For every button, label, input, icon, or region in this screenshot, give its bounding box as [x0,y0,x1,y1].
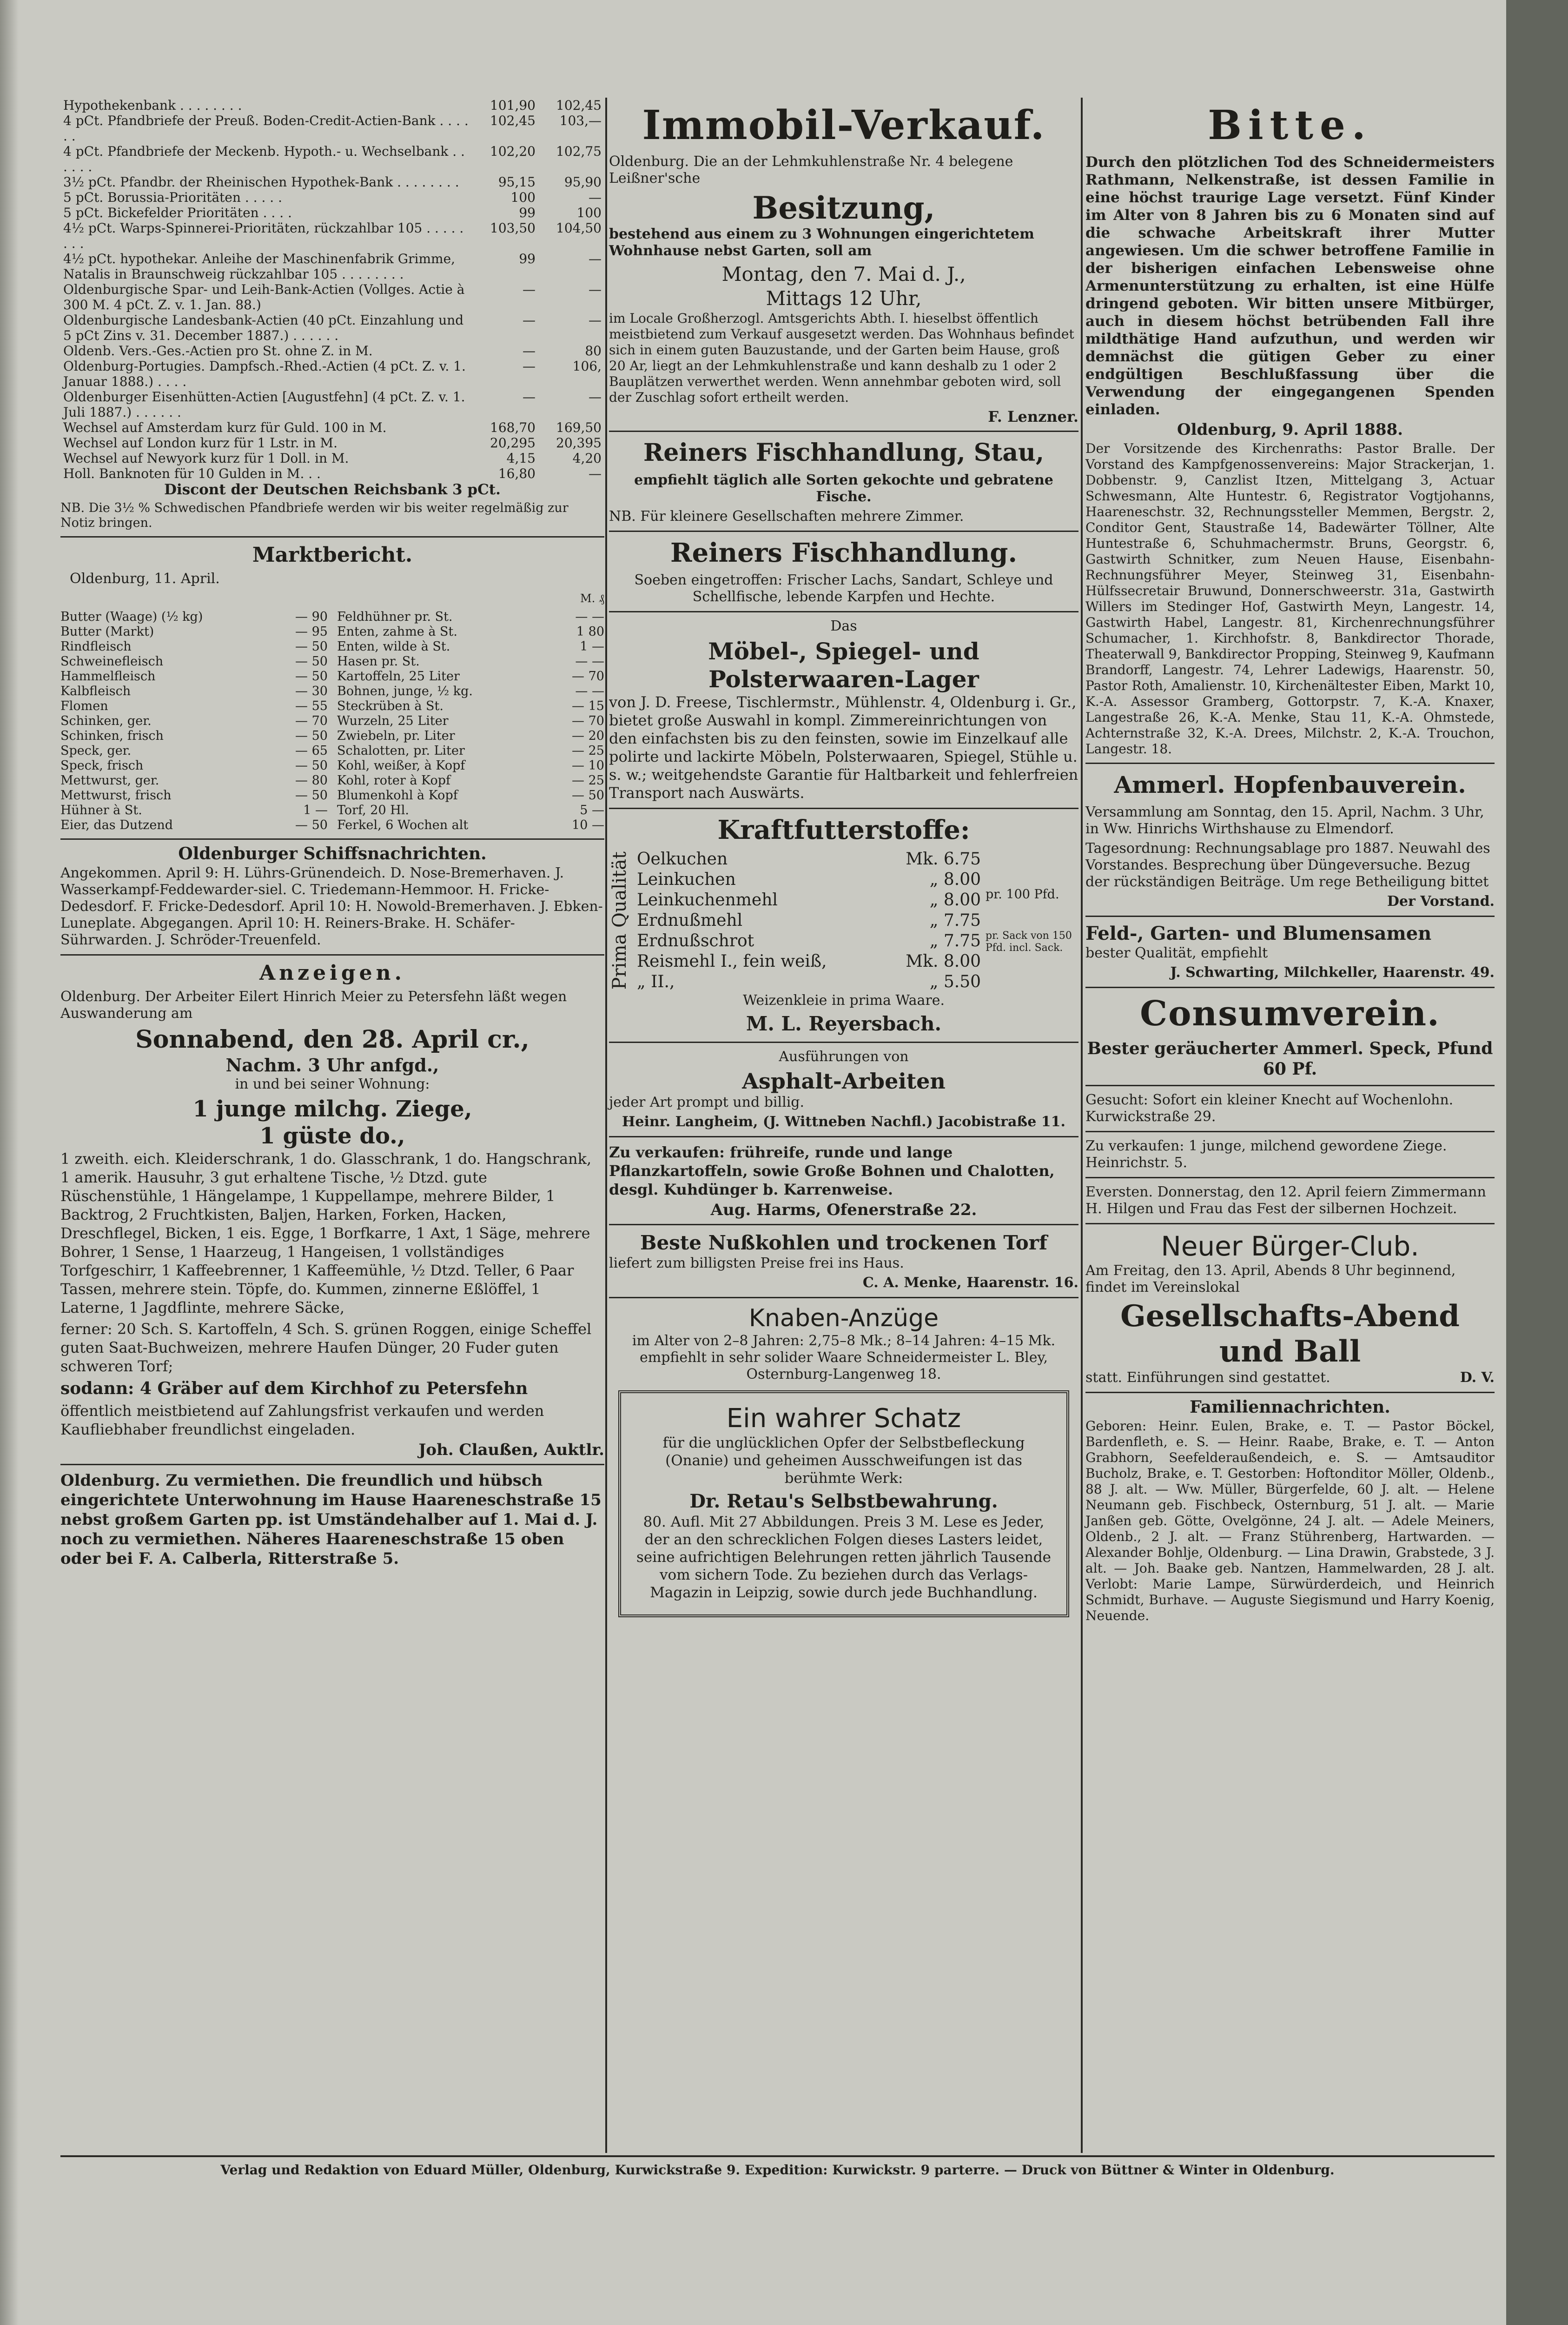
securities-cell-v2: — [589,389,602,405]
market-item: Schalotten, pr. Liter [337,744,465,758]
moebel-das: Das [830,618,857,634]
hopfen-title: Ammerl. Hopfenbauverein. [1114,771,1466,798]
market-item: Enten, wilde à St. [337,639,450,654]
market-item: Mettwurst, frisch [60,788,172,803]
knaben-title: Knaben-Anzüge [748,1304,939,1332]
market-row [337,803,604,818]
kraft-signature: M. L. Reyersbach. [746,1012,942,1035]
schatz-title: Ein wahrer Schatz [726,1403,961,1434]
divider [60,838,604,840]
market-price: — 50 [295,788,328,803]
auction-intro: Oldenburg. Der Arbeiter Eilert Hinrich Meier zu Petersfehn läßt wegen Auswanderung am [60,989,567,1022]
securities-row [60,282,604,312]
auction-goat-2: 1 güste do., [259,1123,405,1149]
securities-cell-v2: 95,90 [564,174,602,190]
securities-cell-v1: — [523,312,536,328]
kraft-item: Oelkuchen [637,850,728,869]
securities-cell-name: Oldenburger Eisenhütten-Actien [Augustfehn] (4 pCt. Z. v. 1. Juli 1887.) . . . . . . [63,389,465,420]
market-row [60,744,328,758]
kraft-row [637,951,981,972]
knaben-text: im Alter von 2–8 Jahren: 2,75–8 Mk.; 8–14 Jahren: 4–15 Mk. empfiehlt in sehr solider Waare Schneidermeister L. Bley, Osternburg-Langenweg 18. [632,1333,1056,1382]
market-row [337,788,604,803]
kraft-side-label: Prima Qualität [609,851,630,990]
market-item: Hasen pr. St. [337,654,420,669]
immobil-signature: F. Lenzner. [988,408,1078,425]
auction-outro: öffentlich meistbietend auf Zahlungsfrist verkaufen und werden Kaufliebhaber freundlichst eingeladen. [60,1402,544,1438]
securities-table [60,98,604,481]
kraft-item: Reismehl I., fein weiß, [637,952,827,971]
auction-signature: Joh. Claußen, Auktlr. [418,1441,604,1459]
bitte-text: Durch den plötzlichen Tod des Schneidermeisters Rathmann, Nelkenstraße, ist dessen Familie in eine höchst traurige Lage versetzt. Fünf Kinder im Alter von 8 Jahren bis zu 6 Monaten sind auf die schwache Arbeitskraft ihrer Mutter angewiesen. Um die schwer betroffene Familie in der bisherigen einfachen Lebensweise ohne Armenunterstützung zu erhalten, ist eine Hülfe dringend geboten. Wir bitten unsere Mitbürger, auch in diesem höchst betrübenden Fall ihre mildthätige Hand aufzuthun, und werden wir demnächst die gütigen Geber zu einer endgültigen Beschlußfassung über die Verwendung der eingegangenen Spenden einladen. [1085,154,1495,418]
fisch1-title: Reiners Fischhandlung, Stau, [643,438,1044,467]
securities-cell-name: Oldenb. Vers.-Ges.-Actien pro St. ohne Z. in M. [63,343,373,359]
divider [1085,1177,1495,1178]
market-row [337,624,604,639]
kraft-item: Erdnußmehl [637,911,743,930]
market-row [60,729,328,744]
securities-cell-name: 5 pCt. Borussia-Prioritäten . . . . . [63,190,282,205]
divider [1085,987,1495,988]
securities-row [60,205,604,220]
securities-cell-v2: — [589,190,602,205]
club-footer [1085,1369,1495,1386]
market-price: 1 — [580,639,604,654]
market-row [337,610,604,624]
market-item: Speck, frisch [60,758,144,773]
market-item: Butter (Markt) [60,624,154,639]
auction-goat-1: 1 junge milchg. Ziege, [192,1096,472,1122]
securities-cell-v2: — [589,466,602,481]
divider [1085,1392,1495,1393]
securities-cell-v1: 168,70 [490,420,536,435]
securities-cell-v1: 16,80 [498,466,536,481]
securities-row [60,312,604,343]
market-price: — 15 [572,699,604,713]
fisch1-nb: NB. Für kleinere Gesellschaften mehrere Zimmer. [609,508,964,525]
market-item: Mettwurst, ger. [60,773,159,788]
market-price: — 70 [572,669,604,684]
kraft-price: „ 8.00 [929,890,981,910]
market-row [60,788,328,803]
securities-row [60,144,604,174]
market-row [337,758,604,773]
securities-cell-name: Wechsel auf Amsterdam kurz für Guld. 100 in M. [63,420,387,435]
divider [609,1297,1078,1298]
immobil-subtitle: Besitzung, [752,190,935,226]
securities-cell-v1: 101,90 [490,98,536,113]
market-row [60,803,328,818]
securities-row [60,343,604,359]
market-row [60,758,328,773]
kraft-row [637,849,981,870]
securities-row [60,251,604,282]
market-item: Kartoffeln, 25 Liter [337,669,460,684]
market-price: — 95 [295,624,328,639]
market-price: — 50 [295,654,328,669]
market-row [60,639,328,654]
market-right-list [337,610,604,833]
market-row [337,684,604,699]
securities-cell-name: 4½ pCt. Warps-Spinnerei-Prioritäten, rückzahlbar 105 . . . . . . . . [63,220,464,251]
kraft-price-list [637,849,981,992]
market-item: Feldhühner pr. St. [337,610,453,624]
kohlen-signature: C. A. Menke, Haarenstr. 16. [862,1275,1078,1291]
market-price: 1 80 [576,624,604,639]
securities-row [60,435,604,451]
securities-cell-name: Wechsel auf Newyork kurz für 1 Doll. in M. [63,451,349,466]
kraft-price: Mk. 8.00 [906,952,981,971]
eversten-ad: Eversten. Donnerstag, den 12. April feiern Zimmermann H. Hilgen und Frau das Fest der silbernen Hochzeit. [1085,1184,1486,1217]
kartoffel-signature: Aug. Harms, Ofenerstraße 22. [710,1201,977,1219]
market-row [60,773,328,788]
bitte-names: Der Vorsitzende des Kirchenraths: Pastor Bralle. Der Vorstand des Kampfgenossenvereins: Major Strackerjan, 1. Dobbenstr. 9, Canzlist Itzen, Mittelgang 3, Actuar Schwesmann, Alte Huntestr. 6, Registrator Vogtjohanns, Haareneschstr. 32, Rechnungssteller Memmen, Bergstr. 2, Conditor Gent, Staustraße 14, Badewärter Töllner, Alte Huntestraße 6, Schuhmachermstr. Bruns, Georgstr. 6, Gastwirth Schnitker, zum Neuen Hause, Eisenbahn-Rechnungsführer Meyer, Steinweg 31, Eisenbahn-Hülfssecretair Bruwund, Donnerschweerstr. 31a, Gastwirth Willers im Stedinger Hof, Gastwirth Meyn, Langestr. 14, Gastwirth Habel, Langestr. 81, Kirchenrechnungsführer Schumacher, 1. Kirchhofstr. 8, Bankdirector Thorade, Theaterwall 9, Bankdirector Propping, Steinweg 9, Kaufmann Brandorff, Langestr. 74, Lehrer Ladewigs, Haarenstr. 50, Pastor Roth, Amalienstr. 10, Kirchenältester Eiben, Markt 10, K.-A. Assessor Gramberg, Gottorpstr. 7, K.-A. Knaxer, Langestraße 26, K.-A. Menke, Stau 11, K.-A. Ohmstede, Achternstraße 32, K.-A. Drees, Milchstr. 2, K.-A. Trouchon, Langestr. 18. [1085,441,1495,757]
securities-row [60,359,604,389]
immobil-intro: Oldenburg. Die an der Lehmkuhlenstraße Nr. 4 belegene Leißner'sche [609,153,1013,186]
securities-cell-v2: 102,45 [556,98,602,113]
fisch2-text: Soeben eingetroffen: Frischer Lachs, Sandart, Schleye und Schellfische, lebende Karpfen und Hechte. [634,572,1053,605]
divider [1085,1131,1495,1132]
market-item: Hammelfleisch [60,669,156,684]
market-item: Blumenkohl à Kopf [337,788,458,803]
kraft-row [637,931,981,951]
market-item: Butter (Waage) (½ kg) [60,610,203,624]
market-price: — 50 [295,639,328,654]
hopfen-text: Versammlung am Sonntag, den 15. April, Nachm. 3 Uhr, in Ww. Hinrichs Wirthshause zu Elmendorf. [1085,804,1484,837]
divider [1085,1223,1495,1224]
market-item: Speck, ger. [60,744,132,758]
securities-cell-name: 4 pCt. Pfandbriefe der Meckenb. Hypoth.- u. Wechselbank . . . . . . [63,144,465,174]
market-row [337,744,604,758]
moebel-title: Möbel-, Spiegel- und Polsterwaaren-Lager [708,638,979,693]
divider [609,808,1078,809]
securities-cell-name: Oldenburgische Landesbank-Actien (40 pCt. Einzahlung und 5 pCt Zins v. 31. December 1887.) . . . . . . [63,312,464,343]
market-row [337,818,604,833]
imprint-footer: Verlag und Redaktion von Eduard Müller, Oldenburg, Kurwickstraße 9. Expedition: Kurwickstr. 9 parterre. — Druck von Büttner & Winter in Oldenburg. [60,2155,1495,2179]
securities-cell-name: 3½ pCt. Pfandbr. der Rheinischen Hypothek-Bank . . . . . . . . [63,174,459,190]
market-price: 10 — [572,818,604,832]
securities-cell-v1: — [523,389,536,405]
securities-cell-v1: 95,15 [498,174,536,190]
hopfen-signature: Der Vorstand. [1387,893,1495,910]
market-price: — 50 [572,788,604,803]
immobil-text-2: im Locale Großherzogl. Amtsgerichts Abth. I. hieselbst öffentlich meistbietend zum Verkauf ausgesetzt werden. Das Wohnhaus befindet sich in einem guten Bauzustande, und der Garten beim Hause, groß 20 Ar, liegt an der Lehmkuhlenstraße und kann deshalb zu 1 oder 2 Bauplätzen verwerthet werden. Wenn annehmbar geboten wird, soll der Zuschlag sofort ertheilt werden. [609,311,1074,405]
auction-items: 1 zweith. eich. Kleiderschrank, 1 do. Glasschrank, 1 do. Hangschrank, 1 amerik. Hausuhr, 3 gut erhaltene Tische, ½ Dtzd. gute Rüschenstühle, 1 Hängelampe, 1 Kuppellampe, mehrere Bilder, 1 Backtrog, 2 Fruchtkisten, Baljen, Harken, Forken, Hacken, Dreschflegel, Bicken, 1 eis. Egge, 1 Borfkarre, 1 Axt, 1 Säge, mehrere Bohrer, 1 Sense, 1 Haarzeug, 1 Hangeisen, 1 vollständiges Torfgeschirr, 1 Kaffeebrenner, 1 Kaffeemühle, ½ Dtzd. Teller, 6 Paar Tassen, mehrere stein. Töpfe, do. Kummen, zinnerne Eßlöffel, 1 Laterne, 1 Jagdflinte, mehrere Säcke, [60,1150,592,1316]
securities-cell-v1: 20,295 [490,435,536,451]
market-item: Flomen [60,699,108,713]
securities-row [60,389,604,420]
immobil-date: Montag, den 7. Mai d. J., [721,263,966,286]
asphalt-text: jeder Art prompt und billig. [609,1094,805,1110]
market-price: — — [575,684,604,698]
securities-cell-v2: 102,75 [556,144,602,159]
securities-cell-v1: 4,15 [506,451,536,466]
securities-cell-v2: 103,— [559,113,602,128]
divider [1085,763,1495,764]
ziege-ad: Zu verkaufen: 1 junge, milchend gewordene Ziege. Heinrichstr. 5. [1085,1138,1447,1171]
ships-title: Oldenburger Schiffsnachrichten. [178,844,487,864]
securities-row [60,466,604,481]
column-rule-1 [605,98,607,2153]
market-price: — 50 [295,818,328,832]
market-row [60,669,328,684]
samen-title: Feld-, Garten- und Blumensamen [1085,923,1432,944]
rent-ad: Oldenburg. Zu vermiethen. Die freundlich und hübsch eingerichtete Unterwohnung im Hause Haareneschstraße 15 nebst großem Garten pp. ist Umständehalber auf 1. Mai d. J. noch zu vermiethen. Näheres Haareneschstraße 15 oben oder bei F. A. Calberla, Ritterstraße 5. [60,1471,602,1568]
market-price: — 90 [295,610,328,624]
samen-signature: J. Schwarting, Milchkeller, Haarenstr. 49. [1170,964,1495,981]
discont-note: Discont der Deutschen Reichsbank 3 pCt. [164,481,501,498]
securities-cell-name: Oldenburg-Portugies. Dampfsch.-Rhed.-Actien (4 pCt. Z. v. 1. Januar 1888.) . . . . [63,359,466,389]
market-row [60,610,328,624]
market-price: — 50 [295,669,328,684]
divider [60,954,604,956]
kartoffel-ad: Zu verkaufen: frühreife, runde und lange Pflanzkartoffeln, sowie Große Bohnen und Chalotten, desgl. Kuhdünger b. Karrenweise. [609,1143,1055,1198]
market-price: — 80 [295,773,328,788]
schatz-book: Dr. Retau's Selbstbewahrung. [689,1490,998,1512]
fisch2-title: Reiners Fischhandlung. [670,538,1017,568]
kraft-row [637,890,981,910]
family-text: Geboren: Heinr. Eulen, Brake, e. T. — Pastor Böckel, Bardenfleth, e. S. — Heinr. Raabe, Brake, e. T. — Anton Grabhorn, Seefelderaußendeich, e. S. — Amtsauditor Bucholz, Brake, e. T. Gestorben: Hoftonditor Möller, Oldenb., 88 J. alt. — Ww. Müller, Bürgerfelde, 60 J. alt. — Helene Neumann geb. Fischbeck, Osternburg, 51 J. alt. — Marie Janßen geb. Götte, Ovelgönne, 24 J. alt. — Adele Meiners, Oldenb., 2 J. alt. — Franz Stührenberg, Hartwarden. — Alexander Bohlje, Oldenburg. — Lina Drawin, Grabstede, 3 J. alt. — Joh. Baake geb. Nantzen, Hammelwarden, 28 J. alt. Verlobt: Marie Lampe, Sürwürderdeich, und Heinrich Schmidt, Burhave. — Auguste Siegismund und Harry Koenig, Neuende. [1085,1418,1495,1623]
hopfen-agenda: Tagesordnung: Rechnungsablage pro 1887. Neuwahl des Vorstandes. Besprechung über Düngeversuche. Bezug der rückständigen Beiträge. Um rege Betheiligung bittet [1085,840,1490,890]
securities-cell-name: Hypothekenbank . . . . . . . . [63,98,242,113]
divider [60,1464,604,1465]
kraft-unit-2: pr. Sack von 150 Pfd. incl. Sack. [986,930,1072,954]
club-event: Gesellschafts-Abend und Ball [1120,1299,1460,1369]
kraft-price: „ 7.75 [929,911,981,930]
market-item: Ferkel, 6 Wochen alt [337,818,469,832]
securities-cell-v2: 104,50 [556,220,602,236]
divider [609,431,1078,432]
club-signature: D. V. [1460,1369,1495,1386]
market-item: Steckrüben à St. [337,699,443,713]
market-row [337,699,604,714]
market-price: — 30 [295,684,328,698]
kraft-row [637,972,981,992]
market-price: — — [575,610,604,624]
market-item: Zwiebeln, pr. Liter [337,729,455,743]
market-item: Rindfleisch [60,639,132,654]
kraft-item: Leinkuchenmehl [637,890,778,910]
market-item: Enten, zahme à St. [337,624,457,639]
market-item: Kohl, weißer, à Kopf [337,758,465,773]
divider [60,536,604,538]
securities-cell-v1: 99 [519,251,536,266]
market-item: Kohl, roter à Kopf [337,773,451,788]
market-price: — 70 [295,714,328,728]
kraft-price: „ 7.75 [929,931,981,950]
kraft-item: „ II., [637,972,675,991]
securities-row [60,174,604,190]
market-price: — 70 [572,714,604,728]
market-row [60,624,328,639]
securities-cell-v2: — [589,282,602,297]
auction-ferner: ferner: 20 Sch. S. Kartoffeln, 4 Sch. S. grünen Roggen, einige Scheffel guten Saat-Buchweizen, mehrere Haufen Dünger, 20 Fuder guten schweren Torf; [60,1320,592,1375]
kraft-title: Kraftfutterstoffe: [717,815,970,845]
divider [609,1224,1078,1225]
divider [1085,1085,1495,1086]
market-price: 1 — [303,803,328,817]
market-row [337,639,604,654]
market-row [60,684,328,699]
nb-note: NB. Die 3½ % Schwedischen Pfandbriefe werden wir bis weiter regelmäßig zur Notiz bringen. [60,501,569,530]
market-title: Marktbericht. [252,543,413,567]
column-right [1085,98,1495,2153]
divider [609,611,1078,612]
immobil-title: Immobil-Verkauf. [642,102,1045,149]
divider [609,1136,1078,1137]
bitte-title: Bitte. [1208,102,1372,149]
market-price: 5 — [580,803,604,817]
market-row [60,699,328,714]
moebel-text: von J. D. Freese, Tischlermstr., Mühlenstr. 4, Oldenburg i. Gr., bietet große Auswahl in kompl. Zimmereinrichtungen von den einfachsten bis zu den feinsten, sowie im Einzelkauf alle polirte und lackirte Möbeln, Polsterwaaren, Spiegel, Stühle u. s. w.; weitgehendste Garantie für Haltbarkeit und fehlerfreien Transport nach Auswärts. [609,693,1078,802]
knecht-ad: Gesucht: Sofort ein kleiner Knecht auf Wochenlohn. Kurwickstraße 29. [1085,1092,1454,1125]
asphalt-title: Asphalt-Arbeiten [742,1069,946,1094]
kohlen-title: Beste Nußkohlen und trockenen Torf [640,1231,1047,1254]
securities-cell-name: Holl. Banknoten für 10 Gulden in M. . . [63,466,321,481]
securities-cell-v2: 20,395 [556,435,602,451]
securities-cell-v2: 4,20 [572,451,602,466]
market-price: — — [575,654,604,669]
securities-row [60,220,604,251]
market-item: Bohnen, junge, ½ kg. [337,684,473,698]
club-text-2: statt. Einführungen sind gestattet. [1085,1369,1330,1386]
securities-cell-name: Oldenburgische Spar- und Leih-Bank-Actien (Vollges. Actie à 300 M. 4 pCt. Z. v. 1. Jan. 88.) [63,282,465,312]
auction-time: Nachm. 3 Uhr anfgd., [225,1055,439,1076]
ads-title: Anzeigen. [259,961,405,985]
securities-cell-v1: 102,20 [490,144,536,159]
securities-cell-name: 4½ pCt. hypothekar. Anleihe der Maschinenfabrik Grimme, Natalis in Braunschweig rückzahlbar 105 . . . . . . . . [63,251,456,282]
club-title: Neuer Bürger-Club. [1161,1230,1419,1262]
market-price: — 50 [295,729,328,743]
securities-cell-v2: 100 [576,205,602,220]
securities-cell-v2: — [589,312,602,328]
column-middle [609,98,1078,2153]
kraft-price: „ 8.00 [929,870,981,889]
securities-cell-v1: 102,45 [490,113,536,128]
market-price: — 20 [572,729,604,743]
column-left [60,98,604,2153]
bitte-date: Oldenburg, 9. April 1888. [1177,420,1403,439]
schatz-text: für die unglücklichen Opfer der Selbstbefleckung (Onanie) und geheimen Ausschweifungen ist das berühmte Werk: [662,1435,1025,1487]
asphalt-intro: Ausführungen von [779,1049,909,1065]
samen-text: bester Qualität, empfiehlt [1085,945,1268,961]
immobil-text: bestehend aus einem zu 3 Wohnungen eingerichtetem Wohnhause nebst Garten, soll am [609,226,1034,259]
divider [1085,916,1495,917]
market-price: — 25 [572,773,604,788]
market-item: Schweinefleisch [60,654,164,669]
market-row [337,669,604,684]
consum-title: Consumverein. [1140,994,1440,1034]
market-row [337,729,604,744]
market-row [60,818,328,833]
securities-cell-name: Wechsel auf London kurz für 1 Lstr. in M. [63,435,337,451]
consum-text: Bester geräucherter Ammerl. Speck, Pfund 60 Pf. [1087,1039,1493,1079]
kraft-item: Leinkuchen [637,870,736,889]
auction-place: in und bei seiner Wohnung: [235,1076,430,1092]
securities-cell-name: 4 pCt. Pfandbriefe der Preuß. Boden-Credit-Actien-Bank . . . . . . [63,113,469,144]
securities-row [60,98,604,113]
securities-cell-v1: — [523,343,536,359]
market-item: Hühner à St. [60,803,142,817]
kohlen-text: liefert zum billigsten Preise frei ins Haus. [609,1255,904,1271]
schatz-text-2: 80. Aufl. Mit 27 Abbildungen. Preis 3 M. Lese es Jeder, der an den schrecklichen Folgen dieses Lasters leidet, seine aufrichtigen Belehrungen retten jährlich Tausende vom sichern Tode. Zu beziehen durch das Verlags-Magazin in Leipzig, sowie durch jede Buchhandlung. [636,1514,1052,1601]
market-row [337,773,604,788]
market-item: Schinken, frisch [60,729,164,743]
ships-text: Angekommen. April 9: H. Lührs-Grünendeich. D. Nose-Bremerhaven. J. Wasserkampf-Feddewarder-siel. C. Triedemann-Hemmoor. H. Fricke-Dedesdorf. F. Fricke-Dedesdorf. April 10: H. Nowold-Bremerhaven. J. Ebken-Luneplate. Abgegangen. April 10: H. Reiners-Brake. H. Schäfer-Sührwarden. J. Schröder-Treuenfeld. [60,865,603,948]
family-title: Familiennachrichten. [1190,1397,1390,1417]
market-left-list [60,610,328,833]
securities-cell-v2: 106, [572,359,602,374]
kraft-item: Erdnußschrot [637,931,754,950]
securities-cell-name: 5 pCt. Bickefelder Prioritäten . . . . [63,205,292,220]
auction-graves: sodann: 4 Gräber auf dem Kirchhof zu Petersfehn [60,1379,528,1398]
market-item: Kalbfleisch [60,684,131,698]
securities-row [60,113,604,144]
market-table [60,610,604,833]
market-price: — 10 [572,758,604,773]
kraft-price: „ 5.50 [929,972,981,991]
kraft-weizen: Weizenkleie in prima Waare. [742,992,945,1009]
securities-cell-v1: — [523,359,536,374]
securities-row [60,451,604,466]
column-rule-2 [1081,98,1083,2153]
securities-cell-v1: 103,50 [490,220,536,236]
market-item: Wurzeln, 25 Liter [337,714,449,728]
market-price: — 25 [572,744,604,758]
securities-cell-v2: 80 [585,343,602,359]
divider [609,1042,1078,1043]
market-row [60,714,328,729]
market-price: — 65 [295,744,328,758]
asphalt-signature: Heinr. Langheim, (J. Wittneben Nachfl.) Jacobistraße 11. [622,1114,1065,1130]
market-row [60,654,328,669]
kraft-units [981,887,1078,954]
fisch1-text: empfiehlt täglich alle Sorten gekochte und gebratene Fische. [634,472,1053,505]
market-row [337,714,604,729]
market-date: Oldenburg, 11. April. [70,571,220,587]
kraft-price: Mk. 6.75 [906,850,981,869]
club-text: Am Freitag, den 13. April, Abends 8 Uhr beginnend, findet im Vereinslokal [1085,1262,1456,1295]
market-item: Torf, 20 Hl. [337,803,409,817]
securities-cell-v2: 169,50 [556,420,602,435]
kraft-row [637,870,981,890]
kraft-row [637,910,981,931]
immobil-time: Mittags 12 Uhr, [766,287,922,310]
schatz-ad-box [618,1390,1069,1617]
divider [609,531,1078,532]
securities-row [60,420,604,435]
market-price: — 55 [295,699,328,713]
securities-cell-v1: — [523,282,536,297]
kraft-block [609,849,1078,992]
market-row [337,654,604,669]
market-unit: M. ₰ [580,592,604,605]
market-item: Eier, das Dutzend [60,818,173,832]
kraft-unit: pr. 100 Pfd. [986,887,1059,902]
securities-cell-v1: 99 [519,205,536,220]
securities-cell-v1: 100 [510,190,536,205]
market-item: Schinken, ger. [60,714,152,728]
page-fold-shadow [0,0,19,2325]
securities-row [60,190,604,205]
market-price: — 50 [295,758,328,773]
securities-cell-v2: — [589,251,602,266]
auction-date: Sonnabend, den 28. April cr., [135,1025,529,1054]
